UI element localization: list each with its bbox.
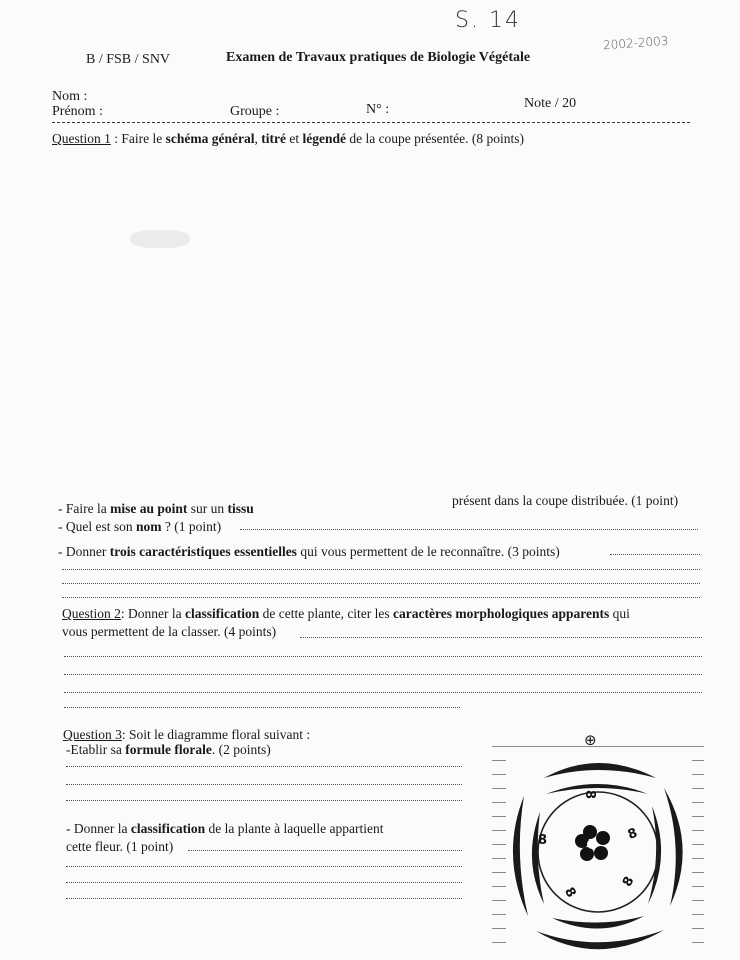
question3-label: Question 3 <box>63 727 122 742</box>
floral-diagram <box>506 756 692 960</box>
question3-sub2 <box>66 821 384 837</box>
tissue-line3 <box>58 544 560 560</box>
actinomorphic-symbol: ⊕ <box>584 731 597 749</box>
answer-line[interactable] <box>66 784 462 785</box>
answer-line[interactable] <box>66 800 462 801</box>
tissue-line2-prefix: - Quel est son <box>58 519 136 534</box>
question1-suffix: de la coupe présentée. (8 points) <box>345 131 525 146</box>
institution-label: B / FSB / SNV <box>86 52 171 67</box>
answer-line[interactable] <box>64 674 702 675</box>
question1-mid: et <box>285 131 303 146</box>
answer-line[interactable] <box>64 707 460 708</box>
stamen-mark: 8 <box>582 790 597 800</box>
tissue-line2 <box>58 519 221 535</box>
answer-line[interactable] <box>300 637 702 638</box>
tissue-line1-bold-tissu: tissu <box>227 501 254 516</box>
carpel-lobe <box>575 834 589 848</box>
answer-line[interactable] <box>66 882 462 883</box>
question3-sub2-suffix: de la plante à laquelle appartient <box>205 821 384 836</box>
tissue-line2-suffix: ? (1 point) <box>161 519 222 534</box>
stamen-mark: 8 <box>619 874 638 890</box>
tissue-line3-bold: trois caractéristiques essentielles <box>109 544 297 559</box>
question2-line2: vous permettent de la classer. (4 points) <box>62 624 277 639</box>
exam-title: Examen de Travaux pratiques de Biologie Végétale <box>226 50 531 65</box>
tissue-line1-mid: sur un <box>187 501 228 516</box>
question2-mid: de cette plante, citer les <box>259 606 394 621</box>
tissue-line1-right: présent dans la coupe distribuée. (1 point) <box>452 493 679 508</box>
question1-bold-titre: titré <box>261 131 286 146</box>
scan-smudge <box>130 230 190 248</box>
question2-text <box>62 606 630 622</box>
numero-label: N° : <box>366 102 390 117</box>
question3-sub1-prefix: -Etablir sa <box>66 742 126 757</box>
answer-line[interactable] <box>188 850 462 851</box>
question3-intro-text: : Soit le diagramme floral suivant : <box>121 727 311 742</box>
carpel-lobe <box>596 831 610 845</box>
question1-sep: , <box>254 131 262 146</box>
answer-line[interactable] <box>66 866 462 867</box>
question2-bold-caracteres: caractères morphologiques apparents <box>393 606 610 621</box>
question3-sub1 <box>66 742 271 758</box>
question3-sub1-bold: formule florale <box>125 742 212 757</box>
answer-line[interactable] <box>62 583 700 584</box>
answer-line[interactable] <box>62 597 700 598</box>
stamen-mark: 8 <box>561 885 579 901</box>
answer-line[interactable] <box>66 898 462 899</box>
tissue-line3-suffix: qui vous permettent de le reconnaître. (3 points) <box>296 544 560 559</box>
question3-sub2-bold: classification <box>130 821 206 836</box>
stamen-mark: 8 <box>538 833 548 848</box>
ruled-line <box>492 746 704 747</box>
question2-bold-classification: classification <box>184 606 260 621</box>
note-label: Note / 20 <box>524 96 577 111</box>
date-handwritten: 2002-2003 <box>602 33 669 53</box>
question1-bold-legende: légendé <box>302 131 346 146</box>
question2-prefix: : Donner la <box>120 606 185 621</box>
question3-sub2-line2: cette fleur. (1 point) <box>66 839 174 854</box>
answer-line[interactable] <box>64 656 702 657</box>
answer-line[interactable] <box>610 554 700 555</box>
carpel-lobe <box>594 846 608 860</box>
answer-line[interactable] <box>66 766 462 767</box>
carpel-lobe <box>580 847 594 861</box>
question3-sub1-suffix: . (2 points) <box>211 742 271 757</box>
answer-line[interactable] <box>64 692 702 693</box>
prenom-label: Prénom : <box>52 104 103 119</box>
question3-intro <box>63 727 310 743</box>
question1-label: Question 1 <box>52 131 111 146</box>
groupe-label: Groupe : <box>230 104 280 119</box>
answer-line[interactable] <box>240 529 698 530</box>
answer-line[interactable] <box>62 569 700 570</box>
question2-suffix: qui <box>609 606 630 621</box>
question3-sub2-prefix: - Donner la <box>66 821 131 836</box>
question1-bold-schema: schéma général <box>165 131 255 146</box>
tissue-line1-bold: mise au point <box>110 501 188 516</box>
page-number-handwritten: S. 14 <box>455 8 521 33</box>
stamen-mark: 8 <box>625 825 640 843</box>
tissue-line3-prefix: - Donner <box>58 544 110 559</box>
header-separator <box>52 122 690 123</box>
question2-label: Question 2 <box>62 606 121 621</box>
tissue-line1-prefix: - Faire la <box>58 501 111 516</box>
carpel-center <box>587 839 597 849</box>
tissue-line2-bold: nom <box>136 519 162 534</box>
nom-label: Nom : <box>52 89 88 104</box>
tissue-line1-left <box>58 501 254 517</box>
question1-text <box>52 131 524 147</box>
question1-prefix: : Faire le <box>110 131 166 146</box>
